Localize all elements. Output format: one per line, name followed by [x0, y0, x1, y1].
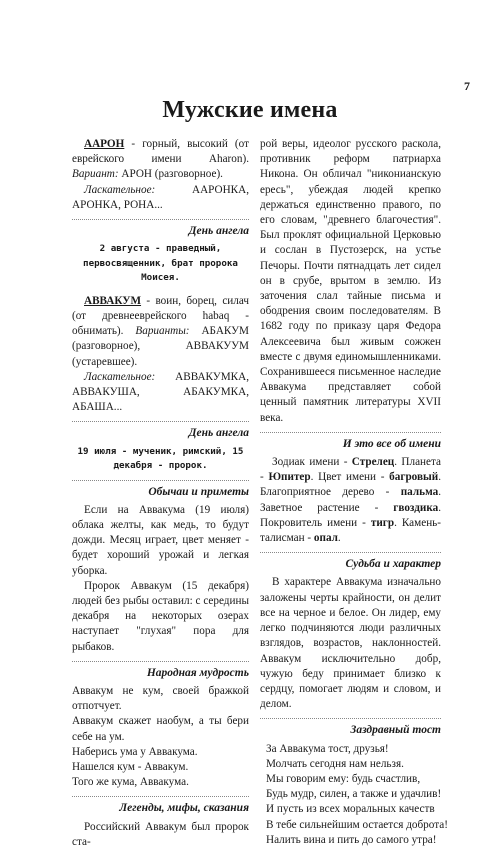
about-text-part: . Заветное растение - — [260, 486, 441, 514]
aaron-entry — [72, 137, 249, 183]
toast-heading: Заздравный тост — [260, 718, 441, 738]
fate-heading: Судьба и характер — [260, 552, 441, 572]
page-number: 7 — [464, 79, 470, 93]
aaron-name: ААРОН — [84, 138, 125, 150]
about-text-part: . Планета - — [260, 456, 441, 484]
customs-paragraph-2: Пророк Аввакум (15 декабря) людей без рыбы оставил: с середины декабря на некоторых озерах наступает "глухая" пора для рыбаков. — [72, 579, 249, 653]
customs-heading: Обычаи и приметы — [72, 480, 249, 500]
about-text-part: Зодиак имени - — [272, 456, 352, 469]
toast-poem — [260, 742, 448, 848]
about-text-part: . Покровитель имени - — [260, 501, 441, 529]
toast-line: В тебе сильнейшим остается доброта! — [266, 818, 448, 831]
patron-value: тигр — [370, 516, 395, 529]
wisdom-line: Нашелся кум - Аввакум. — [72, 761, 189, 773]
toast-line: Будь мудр, силен, а также и удачлив! — [266, 788, 442, 801]
about-text-part: . Благоприятное дерево - — [260, 471, 441, 499]
color-value: багровый — [389, 471, 439, 484]
about-text-part: . — [337, 532, 341, 545]
legends-text-start: Российский Аввакум был пророк ста- — [72, 820, 249, 848]
stone-value: опал — [313, 532, 338, 545]
customs-paragraph-1: Если на Аввакума (19 июля) облака желты, как медь, то будут дожди. Месяц играет, цвет меняет - будет хороший урожай и легкая уборка. — [72, 503, 249, 577]
avvakum-angel-heading: День ангела — [72, 421, 249, 441]
aaron-variant-label: Вариант: — [72, 168, 119, 181]
toast-line: Молчать сегодня нам нельзя. — [266, 757, 404, 770]
aaron-meaning: - горный, высокий (от еврейского имени Aharon). — [72, 138, 249, 166]
plant-value: гвоздика — [393, 501, 439, 514]
avvakum-variants: АБАКУМ (разговорное), АВВАКУУМ (устаревшее). — [72, 325, 250, 368]
wisdom-line: Наберись ума у Аввакума. — [72, 745, 198, 758]
zodiac-value: Стрелец — [351, 456, 395, 469]
aaron-angel-day: 2 августа - праведный, первосвященник, брат пророка Моисея. — [83, 243, 238, 284]
aaron-angel-heading: День ангела — [72, 219, 249, 239]
wisdom-line: Того же кума, Аввакума. — [72, 776, 189, 789]
fate-text: В характере Аввакума изначально заложены черты крайности, он делит все на черное и белое. Он лидер, ему легко подчиняются люди различных взглядов, возрастов, наклонностей. Аввакум исключительно добр, чужую беду принимает близко к сердцу, помогает людям и словом, и делом. — [260, 576, 441, 711]
legends-text-continued: рой веры, идеолог русского раскола, противник реформ патриарха Никона. Он обличал "никонианскую ересь", убеждая людей крепко держаться единственно правого, по его словам, "древнего благочестия". Был проклят официальной Церковью и сослан в Пустозерск, на устье Печоры. Почти пятнадцать лет сидел он в срубе, врытом в землю. Из заточения слал тайные письма и ободрения своим последователям. В 1682 году по приказу царя Федора Алексеевича был живым сожжен вместе с двумя единомышленниками. Сохранившееся письменное наследие Аввакума представляет собой ценный памятник литературы XVII века. — [260, 138, 441, 424]
avvakum-pet-text: АВВАКУМКА, АВВАКУША, АБАКУМКА, АБАША... — [72, 370, 249, 414]
wisdom-heading: Народная мудрость — [72, 661, 249, 681]
toast-line: Налить вина и пить до самого утра! — [266, 833, 437, 846]
tree-value: пальма — [400, 486, 439, 499]
toast-line: Мы говорим ему: будь счастлив, — [266, 772, 421, 785]
avvakum-angel-day: 19 июля - мученик, римский, 15 декабря - пророк. — [77, 445, 244, 472]
planet-value: Юпитер — [268, 471, 311, 484]
wisdom-line: Аввакум не кум, своей бражкой отпотчует. — [72, 684, 249, 713]
wisdom-line: Аввакум скажет наобум, а ты бери себе на ум. — [72, 715, 249, 743]
aaron-pet-text: ААРОНКА, АРОНКА, РОНА... — [72, 183, 249, 211]
legends-heading: Легенды, мифы, сказания — [72, 796, 249, 816]
avvakum-meaning: - воин, борец, силач (от древнееврейского habaq - обнимать). — [72, 294, 249, 338]
aaron-variant: АРОН (разговорное). — [118, 168, 223, 181]
toast-line: За Аввакума тост, друзья! — [266, 742, 389, 755]
aaron-pet-names — [72, 183, 249, 213]
about-text-part: . Камень-талисман - — [260, 516, 442, 545]
left-column — [72, 137, 249, 850]
about-text — [260, 455, 441, 546]
about-text-part: . Цвет имени - — [310, 471, 390, 484]
right-column — [260, 137, 448, 848]
avvakum-variants-label: Варианты: — [135, 325, 190, 338]
avvakum-pet-names — [72, 370, 249, 416]
avvakum-entry — [72, 294, 249, 370]
toast-line: И пусть из всех моральных качеств — [266, 803, 435, 816]
avvakum-pet-label: Ласкательное: — [84, 370, 156, 383]
page-title: Мужские имена — [162, 97, 338, 123]
aaron-pet-label: Ласкательное: — [84, 183, 156, 196]
about-heading: И это все об имени — [260, 432, 441, 452]
avvakum-name: АВВАКУМ — [84, 294, 142, 307]
